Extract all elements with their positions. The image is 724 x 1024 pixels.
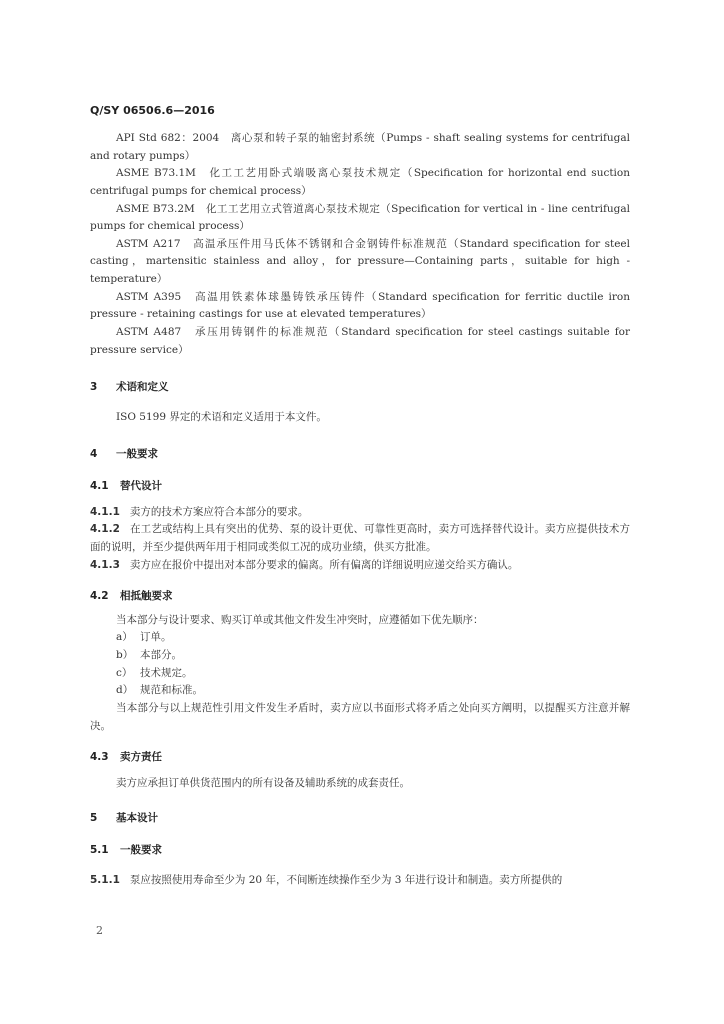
reference-item: ASTM A217 高温承压件用马氏体不锈钢和合金钢铸件标准规范（Standard specification for steel casting，martensitic stainless and alloy，for pressure—Containing parts，suitable for high - temperature） [90, 237, 630, 285]
section-4-2-intro: 当本部分与设计要求、购买订单或其他文件发生冲突时，应遵循如下优先顺序： [116, 613, 484, 626]
list-marker: c） [116, 666, 133, 679]
section-number: 5.1 [90, 844, 109, 856]
section-4-3-body: 卖方应承担订单供货范围内的所有设备及辅助系统的成套责任。 [116, 776, 410, 789]
clause-5-1-1 [90, 872, 630, 890]
list-text: 技术规定。 [140, 666, 193, 679]
list-marker: a） [116, 631, 133, 644]
clause-number: 4.1.1 [90, 505, 120, 518]
reference-item: ASTM A487 承压用铸钢件的标准规范（Standard specification for steel castings suitable for pressure service） [90, 325, 630, 356]
section-title: 卖方责任 [120, 751, 162, 764]
section-title: 术语和定义 [116, 381, 169, 394]
clause-number: 5.1.1 [90, 873, 120, 886]
section-title: 基本设计 [116, 812, 158, 825]
clause-text: 卖方的技术方案应符合本部分的要求。 [129, 505, 309, 518]
list-item [90, 647, 630, 665]
clause-text: 泵应按照使用寿命至少为 20 年，不间断连续操作至少为 3 年进行设计和制造。卖方所提供的 [129, 873, 563, 886]
list-marker: d） [116, 684, 134, 697]
page-number: 2 [96, 924, 103, 937]
list-text: 订单。 [140, 631, 172, 644]
section-number: 4.1 [90, 480, 109, 492]
clause-4-1-2 [90, 521, 630, 556]
clause-text: 在工艺或结构上具有突出的优势、泵的设计更优、可靠性更高时，卖方可选择替代设计。卖方应提供技术方面的说明，并至少提供两年用于相同或类似工况的成功业绩，供买方批准。 [90, 523, 630, 553]
list-item [90, 682, 630, 700]
list-text: 规范和标准。 [140, 684, 203, 697]
list-item [90, 629, 630, 647]
clause-number: 4.1.3 [90, 558, 120, 571]
reference-item: ASTM A395 高温用铁素体球墨铸铁承压铸件（Standard specification for ferritic ductile iron pressure - retaining castings for use at elevated temperatures） [90, 290, 630, 321]
reference-item: API Std 682：2004 离心泵和转子泵的轴密封系统（Pumps - shaft sealing systems for centrifugal and rotary pumps） [90, 132, 630, 162]
reference-list [90, 130, 630, 359]
list-marker: b） [116, 649, 134, 661]
clause-text: 卖方应在报价中提出对本部分要求的偏离。所有偏离的详细说明应递交给买方确认。 [129, 558, 519, 571]
section-4-2-heading [90, 588, 630, 606]
section-number: 4.3 [90, 751, 109, 764]
section-title: 一般要求 [120, 844, 162, 856]
section-number: 4 [90, 448, 98, 461]
section-4-heading [90, 446, 630, 464]
clause-4-1-1 [90, 504, 630, 522]
section-5-1-heading [90, 842, 630, 860]
page-content [90, 130, 630, 889]
section-4-2-outro: 当本部分与以上规范性引用文件发生矛盾时，卖方应以书面形式将矛盾之处向买方阐明，以提醒买方注意并解决。 [90, 701, 630, 732]
section-title: 一般要求 [116, 448, 158, 461]
clause-4-1-3 [90, 557, 630, 575]
section-number: 4.2 [90, 590, 109, 603]
section-3-body: ISO 5199 界定的术语和定义适用于本文件。 [116, 410, 327, 423]
section-3-heading [90, 379, 630, 397]
section-4-1-heading [90, 478, 630, 496]
section-number: 5 [90, 812, 98, 825]
list-text: 本部分。 [140, 649, 182, 661]
section-4-3-heading [90, 749, 630, 767]
priority-list [90, 629, 630, 700]
list-item [90, 665, 630, 683]
reference-item: ASME B73.1M 化工工艺用卧式端吸离心泵技术规定（Specification for horizontal end suction centrifugal pumps for chemical process） [90, 167, 630, 197]
reference-item: ASME B73.2M 化工工艺用立式管道离心泵技术规定（Specification for vertical in - line centrifugal pumps for chemical process） [90, 202, 630, 233]
section-number: 3 [90, 381, 98, 394]
standard-code: Q/SY 06506.6—2016 [90, 104, 215, 117]
clause-number: 4.1.2 [90, 523, 120, 536]
section-title: 替代设计 [120, 480, 162, 492]
section-5-heading [90, 810, 630, 828]
section-title: 相抵触要求 [120, 590, 173, 603]
